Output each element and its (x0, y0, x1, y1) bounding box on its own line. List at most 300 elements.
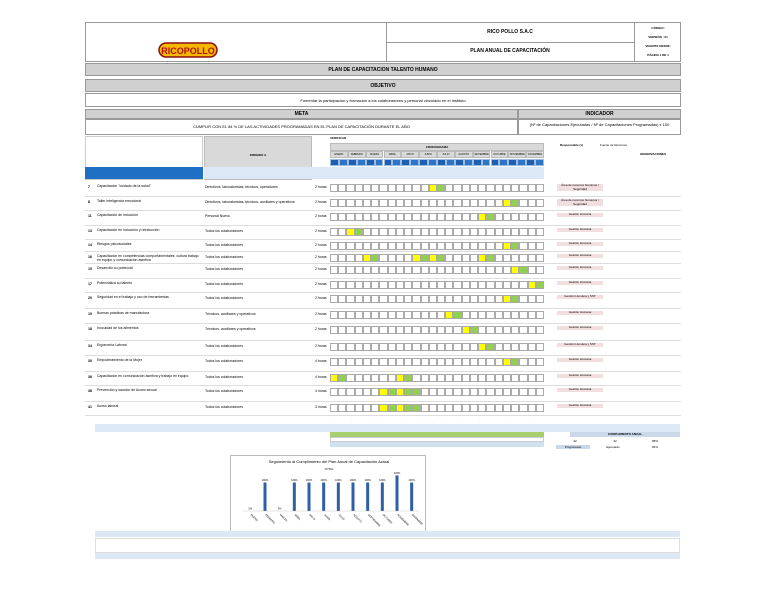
indicador-label: INDICADOR (518, 109, 681, 119)
row-dirigido: Directivos, laboratoristas, técnicos, operadores (205, 185, 278, 189)
table-row (85, 211, 681, 226)
row-dirigido: Todos los colaboradores (205, 296, 243, 300)
schedule-cell (412, 388, 420, 396)
row-dirigido: Todos los colaboradores (205, 359, 243, 363)
row-responsable: Gestión Humana (557, 213, 603, 217)
chart-bar (366, 483, 369, 511)
ejecutado-label: Ejecutado (606, 445, 620, 449)
schedule-cell (330, 343, 338, 351)
schedule-cell (388, 404, 396, 412)
schedule-cell (412, 199, 420, 207)
chart-data-label: 100% (379, 479, 386, 483)
chart-data-label: 100% (408, 479, 415, 483)
chart-data-label: 100% (364, 479, 371, 483)
schedule-cell (421, 228, 429, 236)
schedule-cell (421, 404, 429, 412)
summary-grid (330, 432, 544, 450)
schedule-cell (396, 242, 404, 250)
schedule-cell (346, 311, 354, 319)
schedule-cell (371, 242, 379, 250)
row-dirigido: Todos los colaboradores (205, 344, 243, 348)
schedule-cell (388, 295, 396, 303)
schedule-cell (511, 199, 519, 207)
row-number: 34 (88, 344, 92, 348)
schedule-cell (421, 295, 429, 303)
schedule-cell (478, 374, 486, 382)
schedule-cell (519, 266, 527, 274)
schedule-cell (363, 343, 371, 351)
schedule-cell (371, 374, 379, 382)
schedule-cell (396, 213, 404, 221)
schedule-cell (388, 184, 396, 192)
schedule-cell (379, 326, 387, 334)
summary-row (330, 442, 544, 447)
schedule-cell (528, 281, 536, 289)
schedule-cell (346, 184, 354, 192)
plan-title: PLAN ANUAL DE CAPACITACIÓN (470, 48, 550, 54)
schedule-cell (486, 242, 494, 250)
chart-bar (410, 483, 413, 511)
schedule-cell (478, 281, 486, 289)
schedule-cell (528, 311, 536, 319)
schedule-cell (478, 228, 486, 236)
schedule-cell (429, 228, 437, 236)
schedule-cell (379, 242, 387, 250)
week-cell (410, 159, 419, 166)
schedule-cell (330, 358, 338, 366)
cronograma-header: CRONOGRAMA (330, 143, 544, 151)
svg-text:RICOPOLLO: RICOPOLLO (161, 46, 215, 56)
month-header: JULIO (437, 151, 455, 158)
schedule-cell (437, 281, 445, 289)
schedule-cell (528, 388, 536, 396)
row-responsable: Gestión Humana (557, 281, 603, 285)
schedule-cell (346, 199, 354, 207)
schedule-cell (363, 295, 371, 303)
row-dirigido: Todos los colaboradores (205, 255, 243, 259)
schedule-cell (536, 184, 544, 192)
schedule-cell (363, 213, 371, 221)
row-responsable: Área de recursos humanos / Seguridad (557, 199, 603, 206)
schedule-cell (355, 388, 363, 396)
schedule-cell (346, 213, 354, 221)
table-row (85, 182, 681, 197)
schedule-cell (412, 343, 420, 351)
schedule-cell (379, 254, 387, 262)
row-number: 36 (88, 375, 92, 379)
schedule-cell (462, 242, 470, 250)
schedule-cell (412, 404, 420, 412)
schedule-cell (363, 374, 371, 382)
row-dirigido: Todos los colaboradores (205, 229, 243, 233)
schedule-cell (511, 343, 519, 351)
pct-2: 84% (651, 445, 658, 449)
month-header: MARZO (366, 151, 384, 158)
table-row (85, 197, 681, 211)
row-number: 7 (88, 185, 90, 189)
schedule-cell (346, 358, 354, 366)
schedule-cell (338, 228, 346, 236)
row-number: 16 (88, 255, 92, 259)
schedule-cell (379, 404, 387, 412)
table-row (85, 264, 681, 279)
schedule-cell (371, 404, 379, 412)
schedule-cell (379, 388, 387, 396)
schedule-cell (338, 358, 346, 366)
schedule-cell (445, 374, 453, 382)
schedule-cell (412, 326, 420, 334)
schedule-cell (429, 184, 437, 192)
table-row (85, 356, 681, 372)
schedule-cell (437, 266, 445, 274)
schedule-cell (330, 213, 338, 221)
chart-category-label: JUNIO (322, 513, 331, 522)
week-cell (375, 159, 384, 166)
schedule-cell (453, 295, 461, 303)
chart-category-label: NOVIEMBRE (396, 513, 410, 527)
schedule-cell (338, 199, 346, 207)
schedule-cell (404, 343, 412, 351)
schedule-cell (462, 326, 470, 334)
schedule-cell (453, 343, 461, 351)
schedule-cell (495, 295, 503, 303)
row-responsable: Gestión Humana (557, 228, 603, 232)
chart-bar (337, 483, 340, 511)
schedule-cell (412, 358, 420, 366)
schedule-cell (453, 388, 461, 396)
row-tema: Empoderamiento de la Mujer (97, 358, 142, 362)
schedule-cell (330, 388, 338, 396)
schedule-cell (404, 295, 412, 303)
summary-band (95, 424, 680, 432)
chart-category-label: MARZO (278, 513, 288, 523)
schedule-cell (330, 404, 338, 412)
schedule-cell (536, 213, 544, 221)
schedule-cell (511, 228, 519, 236)
schedule-cell (519, 281, 527, 289)
schedule-cell (519, 242, 527, 250)
week-cell (482, 159, 491, 166)
row-number: 41 (88, 405, 92, 409)
schedule-cell (445, 184, 453, 192)
row-horas: 4 horas (315, 375, 327, 379)
schedule-cell (346, 388, 354, 396)
schedule-cell (536, 358, 544, 366)
schedule-cell (404, 242, 412, 250)
schedule-cell (396, 295, 404, 303)
responsable-header: Responsable (s) (560, 143, 584, 147)
schedule-cell (453, 242, 461, 250)
schedule-cell (486, 404, 494, 412)
schedule-cell (338, 388, 346, 396)
schedule-cell (470, 326, 478, 334)
schedule-cell (519, 388, 527, 396)
schedule-cell (338, 184, 346, 192)
table-row (85, 293, 681, 309)
week-cell (392, 159, 401, 166)
row-number: 8 (88, 200, 90, 204)
row-horas: 2 horas (315, 344, 327, 348)
month-header: NOVIEMBRE (509, 153, 525, 156)
schedule-cell (462, 199, 470, 207)
schedule-cell (404, 254, 412, 262)
row-horas: 2 horas (315, 229, 327, 233)
schedule-cell (330, 184, 338, 192)
chart-data-label: 0% (248, 507, 253, 511)
row-tema: Capacitación en comunicación asertiva y trabajo en equipo (97, 374, 189, 378)
schedule-cell (462, 374, 470, 382)
schedule-cell (429, 281, 437, 289)
table-row (85, 341, 681, 356)
table-row (85, 226, 681, 240)
schedule-cell (412, 242, 420, 250)
schedule-cell (338, 295, 346, 303)
schedule-cell (355, 254, 363, 262)
blue-header-band (204, 167, 544, 179)
row-horas: 2 horas (315, 255, 327, 259)
schedule-cell (437, 374, 445, 382)
schedule-cell (363, 266, 371, 274)
schedule-cell (478, 184, 486, 192)
schedule-cell (346, 374, 354, 382)
schedule-cell (519, 213, 527, 221)
row-responsable: Gestión Humana (557, 404, 603, 408)
schedule-cell (453, 266, 461, 274)
row-responsable: Área de recursos humanos / Seguridad (557, 184, 603, 191)
chart-bar (264, 483, 267, 511)
row-responsable: Gestión Humana (557, 311, 603, 315)
schedule-cell (528, 266, 536, 274)
schedule-cell (503, 358, 511, 366)
schedule-cell (486, 311, 494, 319)
schedule-cell (421, 266, 429, 274)
week-cell (384, 159, 393, 166)
schedule-cell (445, 404, 453, 412)
schedule-cell (371, 184, 379, 192)
schedule-cell (412, 374, 420, 382)
schedule-cell (503, 228, 511, 236)
row-horas: 4 horas (315, 389, 327, 393)
schedule-cell (478, 343, 486, 351)
schedule-cell (511, 326, 519, 334)
programado-label: Programado (556, 445, 590, 449)
schedule-cell (462, 404, 470, 412)
schedule-cell (495, 404, 503, 412)
chart-category-label: DICIEMBRE (410, 513, 424, 526)
row-responsable: Gestión Humana y SST (557, 295, 603, 299)
row-tema: Riesgos psicosociales (97, 242, 132, 246)
schedule-cell (429, 266, 437, 274)
schedule-cell (519, 184, 527, 192)
schedule-cell (462, 295, 470, 303)
company-name: RICO POLLO S.A.C (487, 29, 533, 35)
schedule-cell (396, 184, 404, 192)
schedule-cell (371, 343, 379, 351)
schedule-cell (478, 242, 486, 250)
row-number: 18 (88, 327, 92, 331)
schedule-cell (536, 295, 544, 303)
schedule-cell (421, 242, 429, 250)
schedule-cell (470, 254, 478, 262)
schedule-cell (495, 254, 503, 262)
row-horas: 2 horas (315, 327, 327, 331)
schedule-cell (503, 374, 511, 382)
schedule-cell (363, 326, 371, 334)
row-responsable: Gestión Humana (557, 388, 603, 392)
row-dirigido: Directivos, laboratoristas, técnicos, auxiliares y operativos (205, 200, 295, 204)
schedule-cell (445, 254, 453, 262)
row-number: 15 (88, 267, 92, 271)
schedule-cell (486, 358, 494, 366)
schedule-cell (437, 242, 445, 250)
week-cell (357, 159, 366, 166)
schedule-cell (519, 358, 527, 366)
schedule-cell (330, 311, 338, 319)
footer-area (95, 538, 680, 553)
week-cell (455, 159, 464, 166)
schedule-cell (371, 199, 379, 207)
schedule-cell (445, 295, 453, 303)
schedule-cell (470, 213, 478, 221)
schedule-cell (445, 343, 453, 351)
schedule-cell (445, 242, 453, 250)
week-cell (428, 159, 437, 166)
schedule-cell (396, 228, 404, 236)
chart-legend: TOTAL (324, 467, 334, 471)
schedule-cell (404, 213, 412, 221)
schedule-cell (421, 343, 429, 351)
schedule-cell (338, 254, 346, 262)
schedule-cell (330, 374, 338, 382)
schedule-cell (363, 281, 371, 289)
schedule-cell (536, 199, 544, 207)
table-row (85, 386, 681, 402)
row-number: 11 (88, 214, 92, 218)
schedule-cell (462, 228, 470, 236)
schedule-cell (495, 388, 503, 396)
schedule-cell (462, 388, 470, 396)
row-tema: Potencializa su talento (97, 281, 133, 285)
chart-category-label: JULIO (337, 513, 345, 521)
schedule-cell (396, 374, 404, 382)
schedule-cell (404, 266, 412, 274)
schedule-cell (355, 326, 363, 334)
schedule-cell (355, 228, 363, 236)
schedule-cell (536, 311, 544, 319)
month-header: ABRIL (384, 151, 402, 158)
table-row (85, 324, 681, 341)
row-tema: Capacitación "cuidado de la salud" (97, 184, 151, 188)
chart-category-label: OCTUBRE (381, 513, 393, 525)
objetivo-label: OBJETIVO (85, 79, 681, 92)
schedule-cell (371, 326, 379, 334)
schedule-cell (511, 213, 519, 221)
week-cell (517, 159, 526, 166)
schedule-cell (445, 228, 453, 236)
row-number: 30 (88, 359, 92, 363)
schedule-cell (388, 281, 396, 289)
schedule-cell (404, 388, 412, 396)
schedule-cell (511, 311, 519, 319)
schedule-cell (346, 266, 354, 274)
row-number: 38 (88, 389, 92, 393)
schedule-cell (429, 311, 437, 319)
schedule-cell (470, 228, 478, 236)
schedule-cell (404, 311, 412, 319)
schedule-cell (346, 295, 354, 303)
schedule-cell (486, 199, 494, 207)
pct-1: 98% (651, 439, 658, 443)
chart-data-label: 100% (305, 479, 313, 483)
table-row (85, 279, 681, 293)
schedule-cell (346, 326, 354, 334)
schedule-cell (478, 358, 486, 366)
bottom-ticks: · · · · · · · · · · · · · · · · · · · · · · · · · (331, 416, 543, 424)
header-divider (386, 42, 634, 43)
schedule-cell (388, 242, 396, 250)
schedule-cell (536, 242, 544, 250)
schedule-cell (462, 281, 470, 289)
schedule-cell (346, 404, 354, 412)
row-dirigido: Técnicos, auxiliares y operativos (205, 312, 256, 316)
schedule-cell (437, 184, 445, 192)
schedule-cell (338, 266, 346, 274)
schedule-cell (379, 281, 387, 289)
schedule-cell (453, 404, 461, 412)
schedule-cell (495, 311, 503, 319)
schedule-cell (429, 358, 437, 366)
schedule-cell (495, 199, 503, 207)
schedule-cell (470, 404, 478, 412)
schedule-cell (495, 242, 503, 250)
schedule-cell (453, 311, 461, 319)
row-tema: Capacitación en competencias comportamentales: cultura trabajo en equipo y comunicación asertiva (97, 254, 199, 262)
row-horas: 4 horas (315, 359, 327, 363)
schedule-cell (388, 228, 396, 236)
schedule-cell (338, 343, 346, 351)
schedule-cell (338, 213, 346, 221)
schedule-cell (511, 242, 519, 250)
schedule-cell (528, 228, 536, 236)
table-row (85, 252, 681, 264)
schedule-cell (396, 343, 404, 351)
footer-band (95, 531, 680, 537)
meta-label: META (85, 109, 518, 119)
table-row (85, 309, 681, 324)
schedule-cell (412, 254, 420, 262)
schedule-cell (528, 326, 536, 334)
chart-category-label: AGOSTO (352, 513, 363, 524)
schedule-cell (371, 281, 379, 289)
week-cell (348, 159, 357, 166)
schedule-cell (363, 228, 371, 236)
schedule-cell (355, 281, 363, 289)
schedule-cell (363, 254, 371, 262)
schedule-cell (429, 388, 437, 396)
row-horas: 2 horas (315, 243, 327, 247)
chart-category-label: ENERO (249, 513, 259, 523)
meta-text: CUMPLIR CON EL 84 % DE LAS ACTIVIDADES PROGRAMADAS EN EL PLAN DE CAPACITACIÓN DURANTE EL AÑO (85, 119, 518, 135)
observaciones-header: OBSERVACIONES (640, 152, 667, 156)
row-tema: Desarrollo su potencial (97, 266, 133, 270)
schedule-cell (453, 228, 461, 236)
schedule-cell (421, 281, 429, 289)
table-row (85, 402, 681, 416)
month-header: ENERO (330, 151, 348, 158)
schedule-cell (503, 254, 511, 262)
row-tema: Capacitación en inducción y reinducción (97, 228, 160, 232)
schedule-cell (363, 242, 371, 250)
